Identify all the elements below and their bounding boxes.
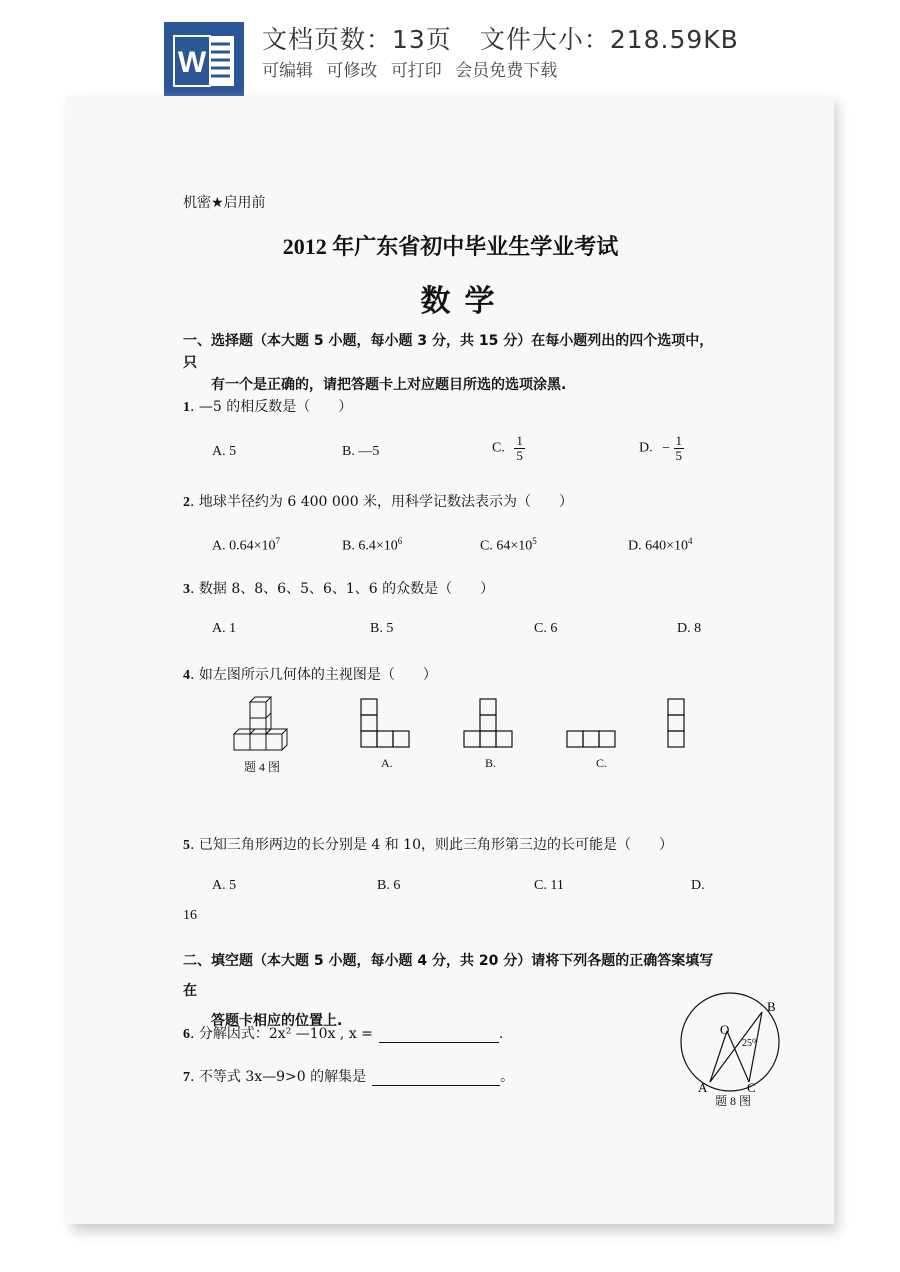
q3-option-d: D. 8 xyxy=(677,621,702,636)
question-5 xyxy=(183,834,673,854)
q4-option-a-view xyxy=(360,698,412,750)
secret-label: 机密★启用前 xyxy=(183,195,266,211)
banner-features xyxy=(262,56,565,81)
q1-text: . —5 的相反数是（ ） xyxy=(190,399,353,415)
q1-c-label: C. xyxy=(492,440,505,456)
q3-option-c: C. 6 xyxy=(534,621,558,636)
section1-line1: 一、选择题（本大题 5 小题，每小题 3 分，共 15 分）在每小题列出的四个选项中，只 xyxy=(183,333,714,371)
q2-b-text: B. 6.4×10 xyxy=(342,538,398,554)
q2-a-text: A. 0.64×10 xyxy=(212,538,276,554)
q5-option-c: C. 11 xyxy=(534,878,564,893)
q5-option-d-continued: 16 xyxy=(183,908,197,923)
q5-option-d: D. xyxy=(691,878,705,893)
file-size: 文件大小：218.59KB xyxy=(479,25,739,54)
q4-text: . 如左图所示几何体的主视图是（ ） xyxy=(190,667,437,683)
q2-option-b xyxy=(342,536,402,555)
feature-editable: 可编辑 xyxy=(262,61,313,81)
q4-option-c-view xyxy=(566,730,618,750)
document-page xyxy=(67,96,834,1224)
feature-printable: 可打印 xyxy=(390,61,442,81)
fig8-label-a: A xyxy=(698,1080,708,1095)
question-3 xyxy=(183,578,494,598)
q2-b-exp: 6 xyxy=(397,536,403,546)
q1-option-d xyxy=(639,434,684,463)
q2-option-a xyxy=(212,536,280,555)
q6-text: . 分解因式：2x² —10x , x = xyxy=(190,1026,373,1042)
word-file-icon xyxy=(164,22,244,96)
q4-number: 4 xyxy=(183,668,190,683)
feature-free-download: 会员免费下载 xyxy=(455,61,558,81)
fig8-label-c: C xyxy=(747,1080,756,1095)
q2-c-exp: 5 xyxy=(532,536,537,546)
q3-option-a: A. 1 xyxy=(212,621,237,636)
q2-a-exp: 7 xyxy=(275,536,281,546)
section2-line2: 答题卡相应的位置上. xyxy=(211,1013,343,1029)
q1-option-a: A. 5 xyxy=(212,444,237,459)
q1-number: 1 xyxy=(183,400,190,415)
q3-number: 3 xyxy=(183,582,190,597)
q1-d-numerator: 1 xyxy=(675,433,683,448)
q7-answer-blank xyxy=(372,1069,500,1086)
q1-option-b: B. —5 xyxy=(342,444,380,459)
q2-text: . 地球半径约为 6 400 000 米，用科学记数法表示为（ ） xyxy=(190,494,574,510)
question-2 xyxy=(183,491,573,511)
q2-number: 2 xyxy=(183,495,190,510)
q5-text: . 已知三角形两边的长分别是 4 和 10，则此三角形第三边的长可能是（ ） xyxy=(190,837,673,853)
exam-title: 2012 年广东省初中毕业生学业考试 xyxy=(282,234,619,259)
q5-option-b: B. 6 xyxy=(377,878,401,893)
q7-end: 。 xyxy=(500,1069,515,1085)
q4-solid-figure xyxy=(233,696,293,752)
section1-line2: 有一个是正确的，请把答题卡上对应题目所选的选项涂黑. xyxy=(211,377,567,393)
q1-d-label: D. xyxy=(639,440,653,456)
q4-option-a-label: A. xyxy=(381,756,393,770)
section2-line1: 二、填空题（本大题 5 小题，每小题 4 分，共 20 分）请将下列各题的正确答案填写在 xyxy=(183,953,714,999)
q7-text: . 不等式 3x—9>0 的解集是 xyxy=(190,1069,367,1085)
question-7 xyxy=(183,1066,514,1086)
subject-title: 数学 xyxy=(420,285,509,318)
q4-option-b-label: B. xyxy=(485,756,497,770)
q1-d-sign: − xyxy=(662,440,671,456)
q2-d-exp: 4 xyxy=(688,536,693,546)
q6-number: 6 xyxy=(183,1027,190,1042)
fig8-label-o: O xyxy=(720,1022,730,1037)
q3-text: . 数据 8、8、6、5、6、1、6 的众数是（ ） xyxy=(190,581,495,597)
q2-option-d xyxy=(628,536,693,555)
page-count: 文档页数：13页 xyxy=(262,25,452,54)
question-1 xyxy=(183,396,352,416)
q2-d-text: D. 640×10 xyxy=(628,538,689,554)
q2-c-text: C. 64×10 xyxy=(480,538,533,554)
q1-option-c xyxy=(492,434,525,463)
question-4 xyxy=(183,664,437,684)
q1-d-denominator: 5 xyxy=(675,448,683,463)
q6-answer-blank xyxy=(379,1026,499,1043)
q4-option-c-label: C. xyxy=(596,756,608,770)
q4-figure-caption: 题 4 图 xyxy=(244,760,281,774)
banner-title xyxy=(262,20,739,56)
section1-heading xyxy=(183,330,723,396)
q1-c-denominator: 5 xyxy=(516,448,523,463)
fig8-label-b: B xyxy=(767,999,776,1014)
q2-option-c xyxy=(480,536,537,555)
q6-end: . xyxy=(498,1026,504,1042)
q5-number: 5 xyxy=(183,838,190,853)
q1-c-numerator: 1 xyxy=(516,433,523,448)
q5-option-a: A. 5 xyxy=(212,878,237,893)
fig8-angle-label: 25⁰ xyxy=(742,1038,757,1049)
q3-option-b: B. 5 xyxy=(370,621,394,636)
feature-modifiable: 可修改 xyxy=(326,61,378,81)
question-6 xyxy=(183,1023,503,1043)
q4-option-b-view xyxy=(463,698,515,750)
q4-option-d-view xyxy=(667,698,687,750)
q7-number: 7 xyxy=(183,1070,190,1085)
fig8-circle-diagram xyxy=(679,996,789,1096)
fig8-caption: 题 8 图 xyxy=(715,1094,752,1108)
word-logo-letter: W xyxy=(177,46,207,79)
